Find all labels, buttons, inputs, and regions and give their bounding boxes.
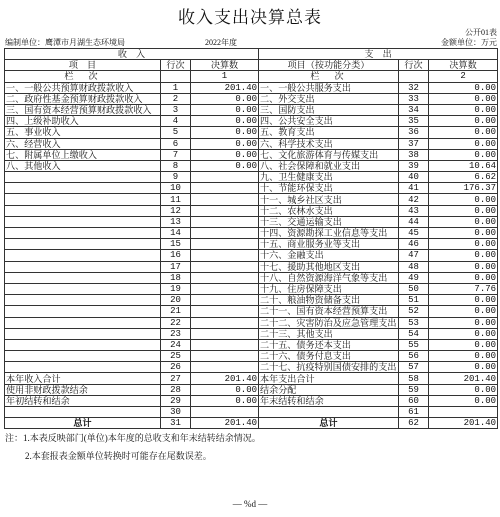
income-item-cell (5, 239, 161, 250)
expense-row-no-cell: 37 (399, 138, 429, 149)
income-item-cell: 年初结转和结余 (5, 395, 161, 406)
expense-item-cell: 结余分配 (259, 384, 399, 395)
expense-item-cell: 十二、农林水支出 (259, 205, 399, 216)
expense-row-no-cell: 58 (399, 373, 429, 384)
table-row (5, 407, 498, 418)
expense-amount-cell: 6.62 (429, 172, 498, 183)
expense-amount-cell: 0.00 (429, 82, 498, 93)
expense-item-cell: 七、文化旅游体育与传媒支出 (259, 149, 399, 160)
expense-column-number-label: 栏 次 (259, 71, 399, 82)
income-row-no-cell: 4 (161, 116, 191, 127)
expense-amount-cell: 0.00 (429, 295, 498, 306)
income-amount-cell: 201.40 (191, 373, 259, 384)
income-row-no-cell: 7 (161, 149, 191, 160)
table-row (5, 306, 498, 317)
table-row (5, 362, 498, 373)
expense-item-cell: 八、社会保障和就业支出 (259, 160, 399, 171)
expense-item-cell: 十八、自然资源海洋气象等支出 (259, 272, 399, 283)
table-row (5, 160, 498, 171)
expense-row-no-cell: 51 (399, 295, 429, 306)
expense-item-cell: 二十六、债务付息支出 (259, 351, 399, 362)
income-row-no-cell: 17 (161, 261, 191, 272)
expense-row-no-cell: 41 (399, 183, 429, 194)
expense-amount-cell: 0.00 (429, 306, 498, 317)
expense-row-no-cell: 50 (399, 283, 429, 294)
table-row (5, 172, 498, 183)
expense-amount-cell: 201.40 (429, 418, 498, 429)
table-row (5, 104, 498, 115)
expense-row-no-cell: 44 (399, 216, 429, 227)
income-amount-cell (191, 407, 259, 418)
page-number-marker: — %d — (232, 499, 268, 509)
income-item-cell (5, 328, 161, 339)
income-row-no-cell: 29 (161, 395, 191, 406)
income-amount-cell (191, 205, 259, 216)
income-amount-cell: 0.00 (191, 384, 259, 395)
income-amount-header: 决算数 (191, 60, 259, 71)
income-amount-cell: 0.00 (191, 138, 259, 149)
income-amount-cell (191, 272, 259, 283)
expense-row-no-cell: 49 (399, 272, 429, 283)
income-row-no-cell: 27 (161, 373, 191, 384)
table-row (5, 373, 498, 384)
income-row-no-cell: 26 (161, 362, 191, 373)
expense-amount-cell: 0.00 (429, 328, 498, 339)
income-amount-cell (191, 339, 259, 350)
note-2: 2.本套报表金额单位转换时可能存在尾数误差。 (25, 451, 212, 461)
income-item-cell: 四、上级补助收入 (5, 116, 161, 127)
expense-amount-cell: 0.00 (429, 261, 498, 272)
expense-row-no-cell: 52 (399, 306, 429, 317)
expense-item-cell: 十七、援助其他地区支出 (259, 261, 399, 272)
income-item-cell: 本年收入合计 (5, 373, 161, 384)
income-amount-cell: 0.00 (191, 395, 259, 406)
income-item-cell (5, 194, 161, 205)
income-row-no-cell: 8 (161, 160, 191, 171)
income-item-cell: 一、一般公共预算财政拨款收入 (5, 82, 161, 93)
table-row (5, 82, 498, 93)
income-amount-cell: 0.00 (191, 104, 259, 115)
income-row-no-cell: 14 (161, 228, 191, 239)
expense-row-no-cell: 34 (399, 104, 429, 115)
expense-row-no-cell: 53 (399, 317, 429, 328)
income-item-cell (5, 306, 161, 317)
income-item-header: 项 目 (5, 60, 161, 71)
income-item-cell (5, 250, 161, 261)
income-row-no-cell: 18 (161, 272, 191, 283)
expense-amount-cell: 7.76 (429, 283, 498, 294)
expense-item-cell: 十四、资源勘探工业信息等支出 (259, 228, 399, 239)
income-item-cell (5, 205, 161, 216)
expense-row-no-cell: 55 (399, 339, 429, 350)
expense-item-cell: 十三、交通运输支出 (259, 216, 399, 227)
table-row (5, 395, 498, 406)
expense-amount-cell: 0.00 (429, 239, 498, 250)
income-item-cell (5, 272, 161, 283)
expense-item-cell: 二、外交支出 (259, 93, 399, 104)
income-item-cell (5, 362, 161, 373)
expense-column-number-blank (399, 71, 429, 82)
expense-row-no-cell: 32 (399, 82, 429, 93)
expense-item-header: 项目（按功能分类） (259, 60, 399, 71)
income-item-cell (5, 339, 161, 350)
table-row (5, 384, 498, 395)
expense-item-cell: 十六、金融支出 (259, 250, 399, 261)
income-row-no-cell: 25 (161, 351, 191, 362)
income-item-cell (5, 228, 161, 239)
expense-item-cell: 二十七、抗疫特别国债安排的支出 (259, 362, 399, 373)
income-amount-cell (191, 306, 259, 317)
table-row (5, 283, 498, 294)
expense-amount-cell: 201.40 (429, 373, 498, 384)
expense-row-no-cell: 60 (399, 395, 429, 406)
income-amount-cell: 0.00 (191, 160, 259, 171)
income-row-no-cell: 20 (161, 295, 191, 306)
income-row-no-cell: 28 (161, 384, 191, 395)
income-item-cell: 二、政府性基金预算财政拨款收入 (5, 93, 161, 104)
income-row-no-cell: 5 (161, 127, 191, 138)
expense-item-cell: 总计 (259, 418, 399, 429)
expense-row-no-cell: 61 (399, 407, 429, 418)
expense-item-cell: 四、公共安全支出 (259, 116, 399, 127)
expense-item-cell: 十九、住房保障支出 (259, 283, 399, 294)
income-amount-cell (191, 239, 259, 250)
income-item-cell (5, 351, 161, 362)
expense-amount-cell: 0.00 (429, 317, 498, 328)
income-row-no-cell: 11 (161, 194, 191, 205)
income-amount-cell: 0.00 (191, 116, 259, 127)
income-item-cell (5, 261, 161, 272)
income-item-cell (5, 295, 161, 306)
income-amount-cell (191, 216, 259, 227)
amount-unit: 金额单位：万元 (441, 38, 497, 47)
table-row (5, 351, 498, 362)
income-item-cell (5, 407, 161, 418)
expense-amount-cell: 0.00 (429, 127, 498, 138)
table-row (5, 295, 498, 306)
expense-item-cell: 三、国防支出 (259, 104, 399, 115)
expense-row-no-cell: 47 (399, 250, 429, 261)
expense-row-no-cell: 42 (399, 194, 429, 205)
expense-row-no-cell: 56 (399, 351, 429, 362)
expense-amount-cell: 0.00 (429, 272, 498, 283)
expense-item-cell: 九、卫生健康支出 (259, 172, 399, 183)
income-row-no-cell: 31 (161, 418, 191, 429)
table-row (5, 205, 498, 216)
expense-amount-cell: 0.00 (429, 205, 498, 216)
expense-row-no-cell: 46 (399, 239, 429, 250)
expense-amount-cell: 10.64 (429, 160, 498, 171)
table-header (5, 49, 498, 83)
income-amount-cell (191, 183, 259, 194)
expense-amount-cell: 0.00 (429, 104, 498, 115)
income-item-cell (5, 172, 161, 183)
table-row (5, 272, 498, 283)
table-row (5, 216, 498, 227)
expense-amount-cell: 0.00 (429, 116, 498, 127)
expense-item-cell (259, 407, 399, 418)
expense-item-cell: 六、科学技术支出 (259, 138, 399, 149)
income-row-no-cell: 1 (161, 82, 191, 93)
expense-amount-cell: 0.00 (429, 216, 498, 227)
income-row-no-cell: 2 (161, 93, 191, 104)
table-row (5, 183, 498, 194)
expense-row-no-cell: 36 (399, 127, 429, 138)
reporting-unit: 编制单位：鹰潭市月湖生态环境局 (5, 38, 125, 47)
expense-amount-cell: 0.00 (429, 93, 498, 104)
income-row-no-cell: 12 (161, 205, 191, 216)
income-item-cell: 总计 (5, 418, 161, 429)
table-row (5, 138, 498, 149)
expense-row-no-cell: 38 (399, 149, 429, 160)
expense-row-no-cell: 59 (399, 384, 429, 395)
table-row (5, 127, 498, 138)
income-expenditure-table (4, 48, 498, 429)
income-item-cell (5, 283, 161, 294)
income-amount-cell: 201.40 (191, 418, 259, 429)
income-item-cell: 七、附属单位上缴收入 (5, 149, 161, 160)
income-amount-cell: 201.40 (191, 82, 259, 93)
expense-item-cell: 年末结转和结余 (259, 395, 399, 406)
table-row (5, 328, 498, 339)
income-amount-cell (191, 328, 259, 339)
expense-amount-cell: 0.00 (429, 194, 498, 205)
income-amount-cell (191, 228, 259, 239)
income-row-no-cell: 22 (161, 317, 191, 328)
income-row-no-cell: 6 (161, 138, 191, 149)
expense-item-cell: 五、教育支出 (259, 127, 399, 138)
expense-amount-cell: 0.00 (429, 395, 498, 406)
income-amount-cell (191, 362, 259, 373)
expense-amount-cell: 0.00 (429, 149, 498, 160)
income-amount-cell (191, 283, 259, 294)
income-item-cell: 使用非财政拨款结余 (5, 384, 161, 395)
income-amount-cell (191, 194, 259, 205)
income-amount-cell (191, 351, 259, 362)
income-section-header: 收 入 (5, 49, 259, 60)
income-row-no-cell: 16 (161, 250, 191, 261)
expense-row-no-cell: 48 (399, 261, 429, 272)
table-row (5, 93, 498, 104)
income-item-cell: 八、其他收入 (5, 160, 161, 171)
expense-item-cell: 十五、商业服务业等支出 (259, 239, 399, 250)
expense-amount-cell: 0.00 (429, 228, 498, 239)
income-amount-cell (191, 295, 259, 306)
expense-row-no-cell: 39 (399, 160, 429, 171)
income-item-cell (5, 216, 161, 227)
income-column-number: 1 (191, 71, 259, 82)
income-row-no-cell: 19 (161, 283, 191, 294)
expense-item-cell: 二十一、国有资本经营预算支出 (259, 306, 399, 317)
expense-section-header: 支 出 (259, 49, 498, 60)
income-item-cell (5, 317, 161, 328)
expense-item-cell: 十一、城乡社区支出 (259, 194, 399, 205)
income-amount-cell (191, 250, 259, 261)
expense-item-cell: 十、节能环保支出 (259, 183, 399, 194)
income-amount-cell: 0.00 (191, 93, 259, 104)
income-row-no-cell: 23 (161, 328, 191, 339)
table-row (5, 194, 498, 205)
income-amount-cell (191, 261, 259, 272)
expense-item-cell: 一、一般公共服务支出 (259, 82, 399, 93)
expense-row-no-cell: 33 (399, 93, 429, 104)
income-amount-cell: 0.00 (191, 127, 259, 138)
table-row (5, 339, 498, 350)
expense-amount-cell: 0.00 (429, 351, 498, 362)
expense-row-no-cell: 54 (399, 328, 429, 339)
table-row (5, 116, 498, 127)
expense-amount-header: 决算数 (429, 60, 498, 71)
form-code: 公开01表 (465, 28, 497, 37)
expense-row-no-cell: 62 (399, 418, 429, 429)
expense-amount-cell: 0.00 (429, 362, 498, 373)
income-row-no-cell: 13 (161, 216, 191, 227)
income-item-cell: 三、国有资本经营预算财政拨款收入 (5, 104, 161, 115)
expense-row-no-cell: 43 (399, 205, 429, 216)
expense-item-cell: 二十三、其他支出 (259, 328, 399, 339)
income-row-no-cell: 30 (161, 407, 191, 418)
section-header-row (5, 49, 498, 60)
income-item-cell: 五、事业收入 (5, 127, 161, 138)
column-header-row (5, 60, 498, 71)
expense-row-no-header: 行次 (399, 60, 429, 71)
income-row-no-cell: 9 (161, 172, 191, 183)
expense-amount-cell (429, 407, 498, 418)
income-row-no-cell: 21 (161, 306, 191, 317)
expense-row-no-cell: 40 (399, 172, 429, 183)
expense-amount-cell: 0.00 (429, 339, 498, 350)
income-row-no-header: 行次 (161, 60, 191, 71)
expense-row-no-cell: 35 (399, 116, 429, 127)
income-column-number-blank (161, 71, 191, 82)
table-row (5, 228, 498, 239)
expense-amount-cell: 0.00 (429, 138, 498, 149)
table-row (5, 250, 498, 261)
income-row-no-cell: 15 (161, 239, 191, 250)
table-row (5, 317, 498, 328)
income-row-no-cell: 3 (161, 104, 191, 115)
income-item-cell: 六、经营收入 (5, 138, 161, 149)
table-row (5, 149, 498, 160)
income-row-no-cell: 24 (161, 339, 191, 350)
expense-amount-cell: 176.37 (429, 183, 498, 194)
income-row-no-cell: 10 (161, 183, 191, 194)
expense-row-no-cell: 45 (399, 228, 429, 239)
expense-amount-cell: 0.00 (429, 384, 498, 395)
table-row (5, 261, 498, 272)
table-row (5, 418, 498, 429)
expense-item-cell: 二十、粮油物资储备支出 (259, 295, 399, 306)
expense-item-cell: 本年支出合计 (259, 373, 399, 384)
column-number-row (5, 71, 498, 82)
income-item-cell (5, 183, 161, 194)
table-body (5, 82, 498, 429)
report-title: 收入支出决算总表 (178, 8, 322, 27)
income-column-number-label: 栏 次 (5, 71, 161, 82)
income-amount-cell (191, 317, 259, 328)
expense-item-cell: 二十二、灾害防治及应急管理支出 (259, 317, 399, 328)
expense-item-cell: 二十五、债务还本支出 (259, 339, 399, 350)
table-row (5, 239, 498, 250)
income-amount-cell: 0.00 (191, 149, 259, 160)
expense-amount-cell: 0.00 (429, 250, 498, 261)
expense-column-number: 2 (429, 71, 498, 82)
fiscal-year: 2022年度 (205, 38, 237, 47)
income-amount-cell (191, 172, 259, 183)
note-1: 注：1.本表反映部门(单位)本年度的总收支和年末结转结余情况。 (5, 433, 261, 443)
expense-row-no-cell: 57 (399, 362, 429, 373)
